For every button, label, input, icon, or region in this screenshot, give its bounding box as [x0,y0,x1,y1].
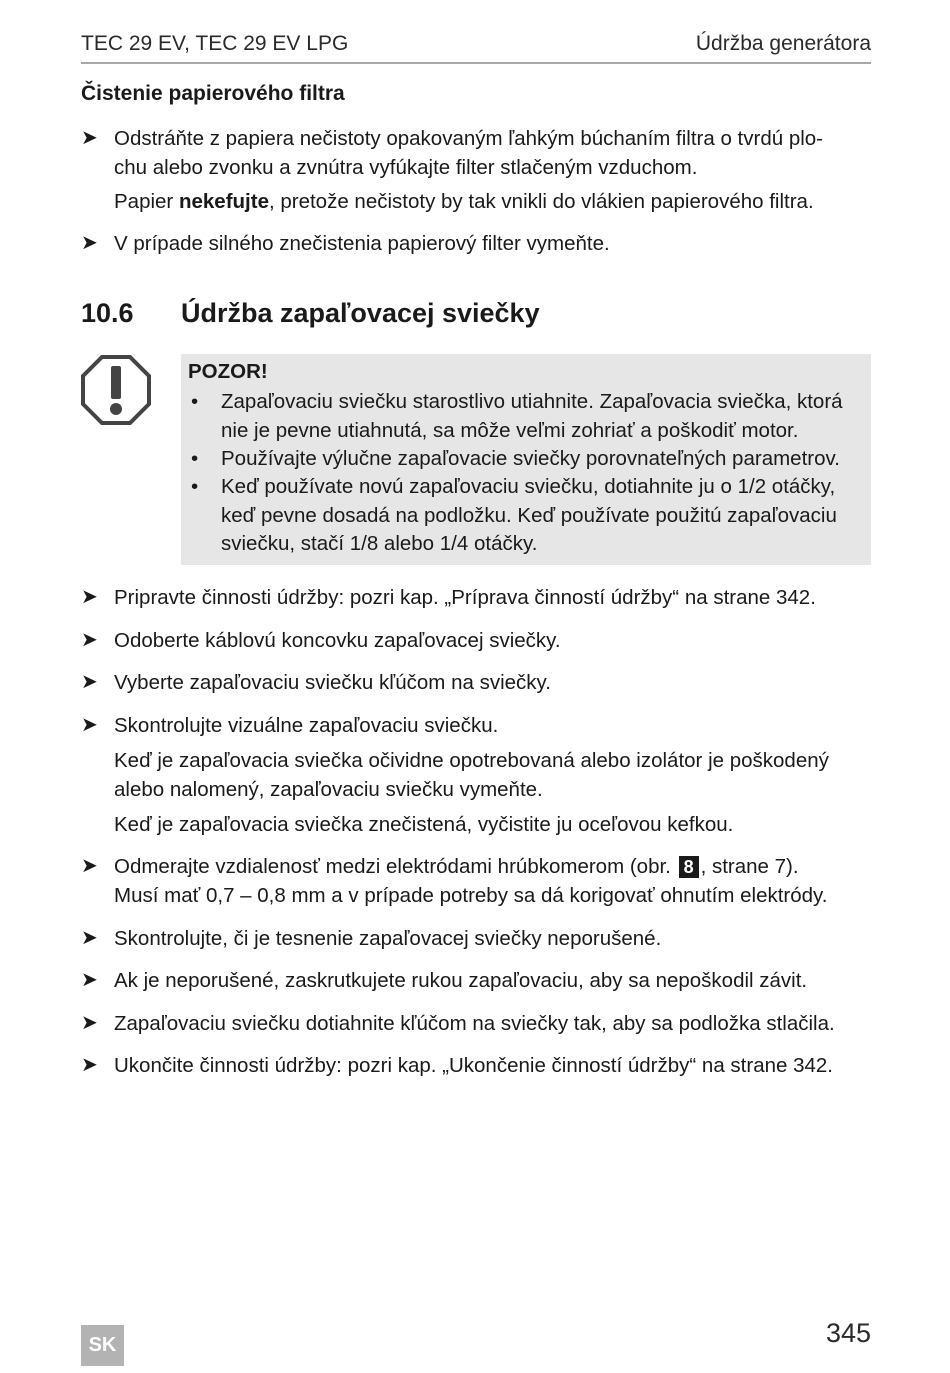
figure-reference: 8 [679,856,699,878]
arrow-icon: ➤ [81,1012,98,1034]
warning-bullet: • Keď používate novú zapaľovaciu sviečku, dotiahnite ju o 1/2 otáčky, keď pevne dosadá na podložku. Keď používate použitú zapaľovaciu sviečku, stačí 1/8 alebo 1/4 otáčky. [191,475,837,555]
arrow-icon: ➤ [81,671,98,693]
arrow-icon: ➤ [81,1054,98,1076]
warning-bullet: • Zapaľovaciu sviečku starostlivo utiahnite. Zapaľovacia sviečka, ktorá nie je pevne utiahnutá, sa môže veľmi zohriať a poškodiť motor. [191,390,843,442]
step-tighten [81,1009,871,1038]
step-text: Odstráňte z papiera nečistoty opakovaným ľahkým búchaním filtra o tvrdú plo- [114,127,824,150]
arrow-icon: ➤ [81,586,98,608]
warning-heading: POZOR! [188,360,268,383]
bullet-icon: • [191,475,199,498]
step-text: Pripravte činnosti údržby: pozri kap. „Príprava činností údržby“ na strane 342. [114,586,816,609]
page-number: 345 [825,1318,871,1348]
arrow-icon: ➤ [81,232,98,254]
emphasis: nekefujte [178,190,269,213]
step-text: Zapaľovaciu sviečku dotiahnite kľúčom na sviečky tak, aby sa podložka stlačila. [114,1012,835,1035]
arrow-icon: ➤ [81,127,98,149]
page-header [81,30,871,64]
step-remove-plug [81,668,871,697]
step-screw-in [81,966,871,995]
step-check-seal [81,924,871,953]
exclamation-octagon-icon [80,354,152,426]
step-inspect [81,711,871,740]
warning-box [181,354,871,565]
filter-heading: Čistenie papierového filtra [81,82,345,105]
arrow-icon: ➤ [81,855,98,877]
step-prepare [81,583,871,612]
language-badge: SK [81,1325,124,1366]
inspect-note-clean: Keď je zapaľovacia sviečka znečistená, vyčistite ju oceľovou kefkou. [114,813,734,836]
step-text: Skontrolujte, či je tesnenie zapaľovacej sviečky neporušené. [114,927,662,950]
step-finish [81,1051,871,1080]
arrow-icon: ➤ [81,969,98,991]
arrow-icon: ➤ [81,714,98,736]
header-chapter: Údržba generátora [695,32,871,55]
arrow-icon: ➤ [81,629,98,651]
step-remove-cap [81,626,871,655]
step-text: Odoberte káblovú koncovku zapaľovacej sviečky. [114,629,561,652]
warning-bullet: • Používajte výlučne zapaľovacie sviečky porovnateľných parametrov. [188,445,868,474]
bullet-icon: • [191,390,199,413]
step-text: Vyberte zapaľovaciu sviečku kľúčom na sviečky. [114,671,551,694]
section-number: 10.6 [81,298,134,328]
step-text: Ukončite činnosti údržby: pozri kap. „Ukončenie činností údržby“ na strane 342. [114,1054,834,1077]
header-product: TEC 29 EV, TEC 29 EV LPG [81,32,349,55]
step-replace-filter [81,229,871,258]
step-text: Skontrolujte vizuálne zapaľovaciu sviečku. [114,714,499,737]
step-text: Ak je neporušené, zaskrutkujete rukou zapaľovaciu, aby sa nepoškodil závit. [114,969,808,992]
step-text: chu alebo zvonku a zvnútra vyfúkajte filter stlačeným vzduchom. [114,156,698,179]
inspect-note-replace: Keď je zapaľovacia sviečka očividne opotrebovaná alebo izolátor je poškodený alebo nalomený, zapaľovaciu sviečku vymeňte. [114,749,829,801]
filter-note: Papier nekefujte, pretože nečistoty by tak vnikli do vlákien papierového filtra. [114,190,814,213]
step-measure-gap: ➤ Odmerajte vzdialenosť medzi elektródami hrúbkomerom (obr. 8 , strane 7). Musí mať 0,7 – 0,8 mm a v prípade potreby sa dá korigovať ohnutím elektródy. [81,852,871,910]
bullet-icon: • [191,447,199,470]
arrow-icon: ➤ [81,927,98,949]
section-title: Údržba zapaľovacej sviečky [181,298,540,328]
step-clean-filter [81,124,871,182]
step-text: V prípade silného znečistenia papierový filter vymeňte. [114,232,610,255]
